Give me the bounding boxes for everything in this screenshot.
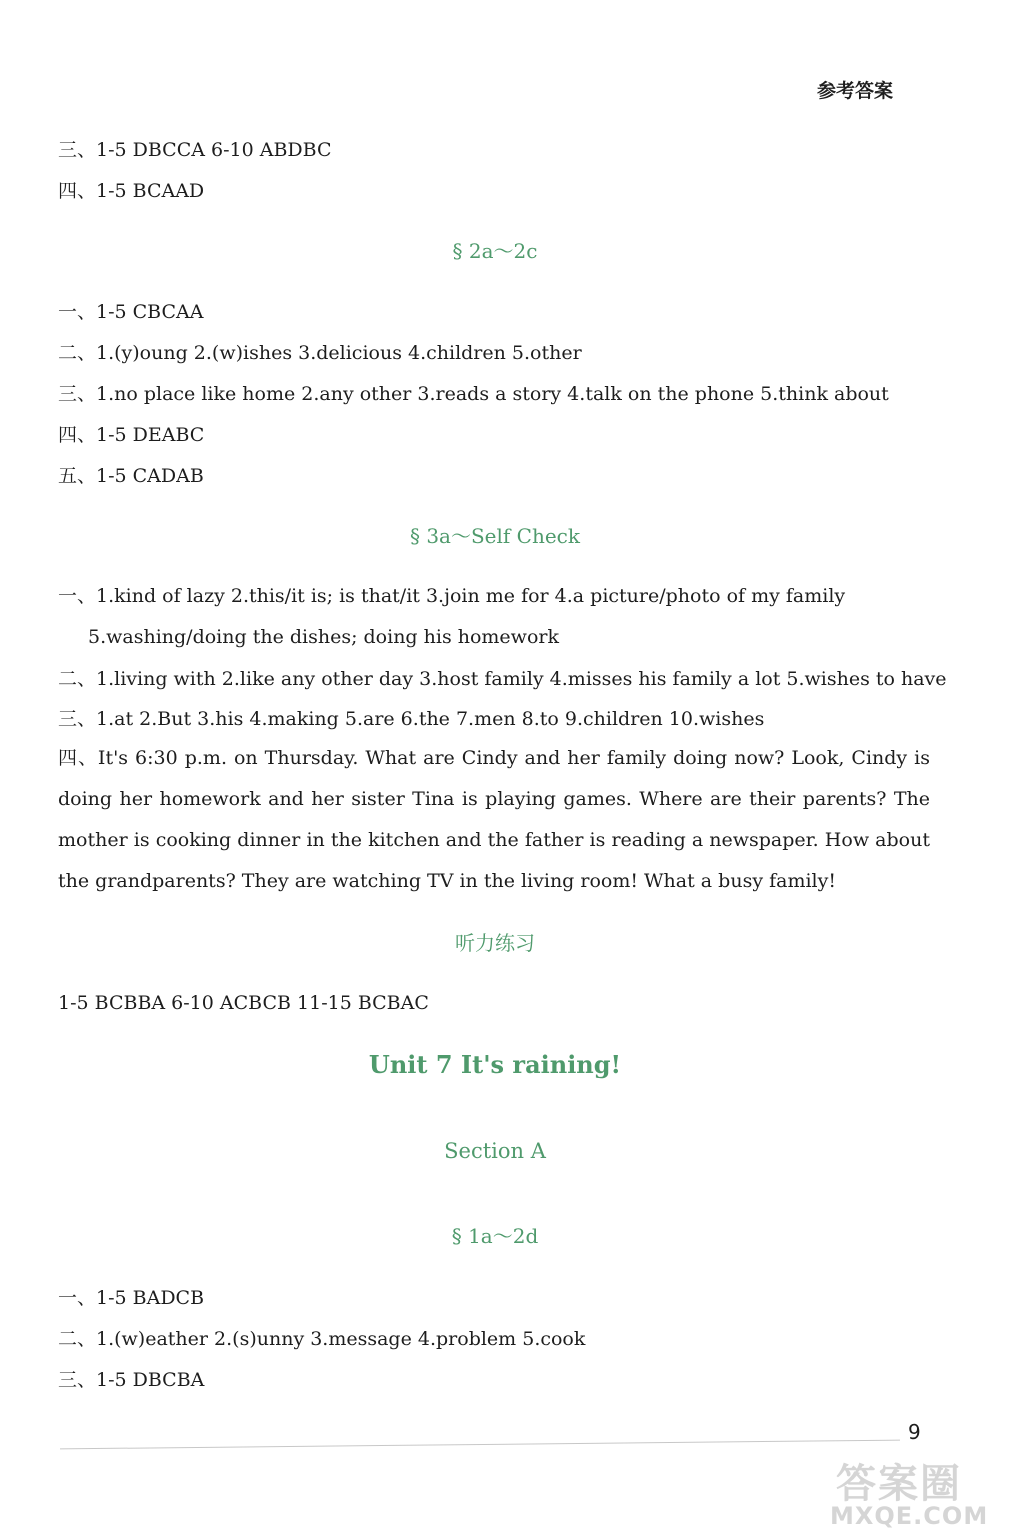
footer-divider	[60, 1440, 900, 1450]
page-header-title: 参考答案	[816, 80, 893, 102]
watermark-text: 答案圈	[836, 1461, 962, 1507]
answer-line: 四、1-5 BCAAD	[58, 180, 205, 202]
section-title: Section A	[444, 1139, 546, 1163]
section-heading: 听力练习	[455, 931, 535, 955]
answer-line: 二、1.(w)eather 2.(s)unny 3.message 4.problem 5.cook	[58, 1328, 586, 1350]
answer-line: 一、1-5 CBCAA	[58, 301, 204, 323]
section-heading: § 1a～2d	[451, 1224, 539, 1248]
watermark-logo	[828, 1452, 1008, 1532]
writing-paragraph: 四、It's 6:30 p.m. on Thursday. What are Cindy and her family doing now? Look, Cindy is doing her homework and her sister Tina is playing games. Where are their parents? The mother is cooking dinner in the kitchen and the father is reading a newspaper. How about the grandparents? They are watching TV in the living room! What a busy family!	[58, 747, 930, 892]
answer-line: 五、1-5 CADAB	[58, 465, 204, 487]
answer-line: 5.washing/doing the dishes; doing his homework	[88, 626, 559, 648]
answer-line: 三、1.no place like home 2.any other 3.reads a story 4.talk on the phone 5.think about	[58, 383, 889, 405]
answer-line: 三、1-5 DBCBA	[58, 1369, 205, 1391]
answer-line: 二、1.(y)oung 2.(w)ishes 3.delicious 4.children 5.other	[58, 342, 582, 364]
unit-title: Unit 7 It's raining!	[368, 1050, 622, 1079]
answer-line: 三、1-5 DBCCA 6-10 ABDBC	[58, 139, 332, 161]
answer-line: 三、1.at 2.But 3.his 4.making 5.are 6.the 7.men 8.to 9.children 10.wishes	[58, 708, 765, 730]
answer-line: 二、1.living with 2.like any other day 3.host family 4.misses his family a lot 5.wishes to have	[58, 668, 947, 690]
answer-line: 四、1-5 DEABC	[58, 424, 205, 446]
answer-line: 一、1.kind of lazy 2.this/it is; is that/it 3.join me for 4.a picture/photo of my family	[58, 585, 846, 607]
page-number: 9	[908, 1420, 921, 1444]
section-heading: § 3a～Self Check	[409, 524, 581, 548]
answer-line: 1-5 BCBBA 6-10 ACBCB 11-15 BCBAC	[58, 992, 429, 1014]
watermark-url: MXQE.COM	[830, 1502, 989, 1530]
answer-line: 一、1-5 BADCB	[58, 1287, 205, 1309]
section-heading: § 2a～2c	[452, 239, 538, 263]
